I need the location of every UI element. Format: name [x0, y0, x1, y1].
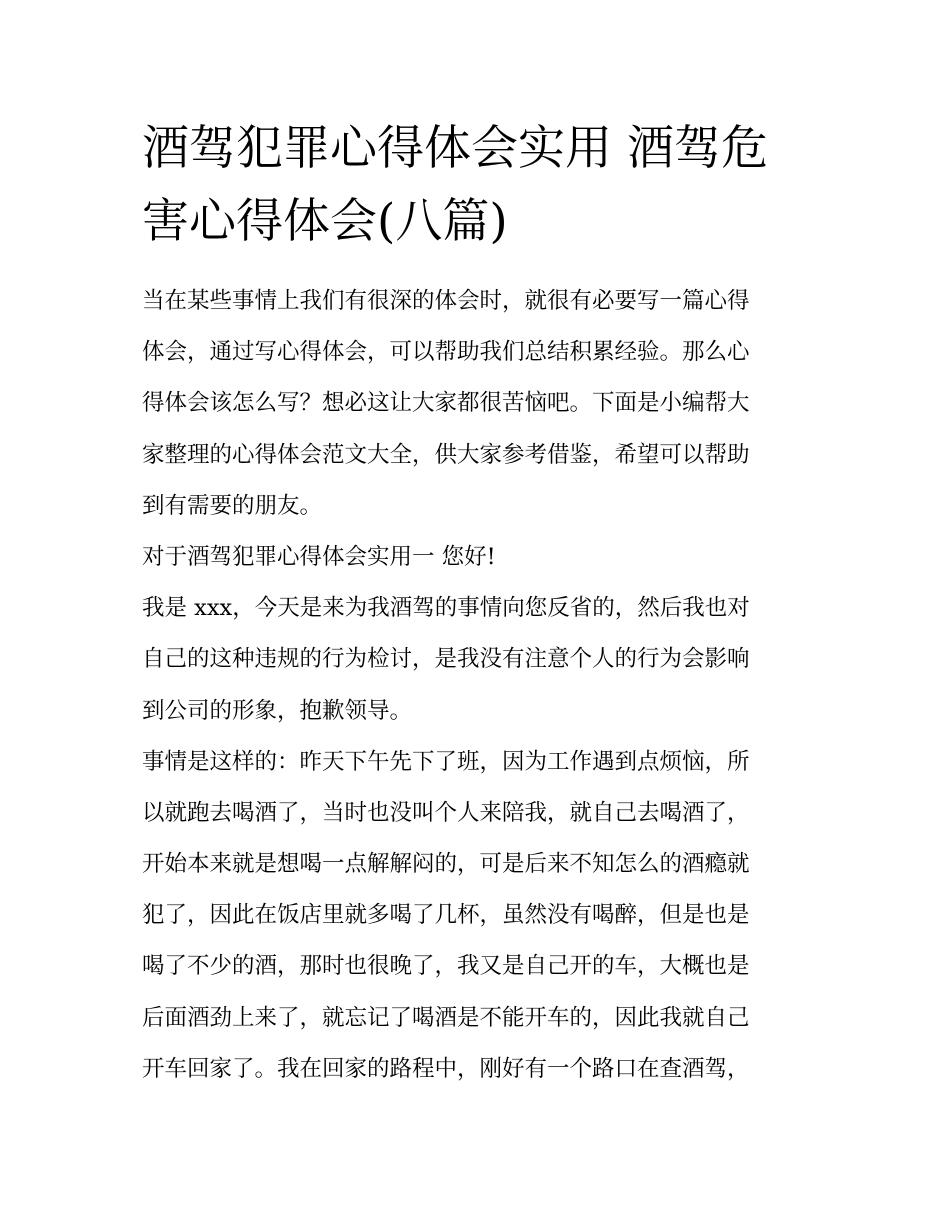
body-line: 事情是这样的：昨天下午先下了班，因为工作遇到点烦恼，所 — [142, 748, 750, 775]
body-line: 家整理的心得体会范文大全，供大家参考借鉴，希望可以帮助 — [142, 441, 750, 468]
body-line: 得体会该怎么写？想必这让大家都很苦恼吧。下面是小编帮大 — [142, 390, 750, 417]
document-title — [142, 112, 842, 258]
body-line: 到公司的形象，抱歉领导。 — [142, 697, 413, 724]
body-line: 喝了不少的酒，那时也很晚了，我又是自己开的车，大概也是 — [142, 953, 750, 980]
body-line: 开车回家了。我在回家的路程中，刚好有一个路口在查酒驾， — [142, 1055, 750, 1082]
body-line: 到有需要的朋友。 — [142, 492, 323, 519]
body-line: 开始本来就是想喝一点解解闷的，可是后来不知怎么的酒瘾就 — [142, 851, 750, 878]
body-line: 犯了，因此在饭店里就多喝了几杯，虽然没有喝醉，但是也是 — [142, 902, 750, 929]
body-line: 体会，通过写心得体会，可以帮助我们总结积累经验。那么心 — [142, 339, 750, 366]
body-line: 自己的这种违规的行为检讨，是我没有注意个人的行为会影响 — [142, 646, 750, 673]
title-line: 害心得体会(八篇) — [142, 194, 508, 249]
body-line: 后面酒劲上来了，就忘记了喝酒是不能开车的，因此我就自己 — [142, 1004, 750, 1031]
title-line: 酒驾犯罪心得体会实用 酒驾危 — [142, 121, 768, 176]
body-line: 当在某些事情上我们有很深的体会时，就很有必要写一篇心得 — [142, 288, 750, 314]
section-heading: 对于酒驾犯罪心得体会实用一 您好! — [142, 543, 496, 570]
body-line: 以就跑去喝酒了，当时也没叫个人来陪我，就自己去喝酒了， — [142, 799, 750, 826]
body-line: 我是 xxx，今天是来为我酒驾的事情向您反省的，然后我也对 — [142, 595, 750, 622]
document-body — [142, 276, 822, 1095]
